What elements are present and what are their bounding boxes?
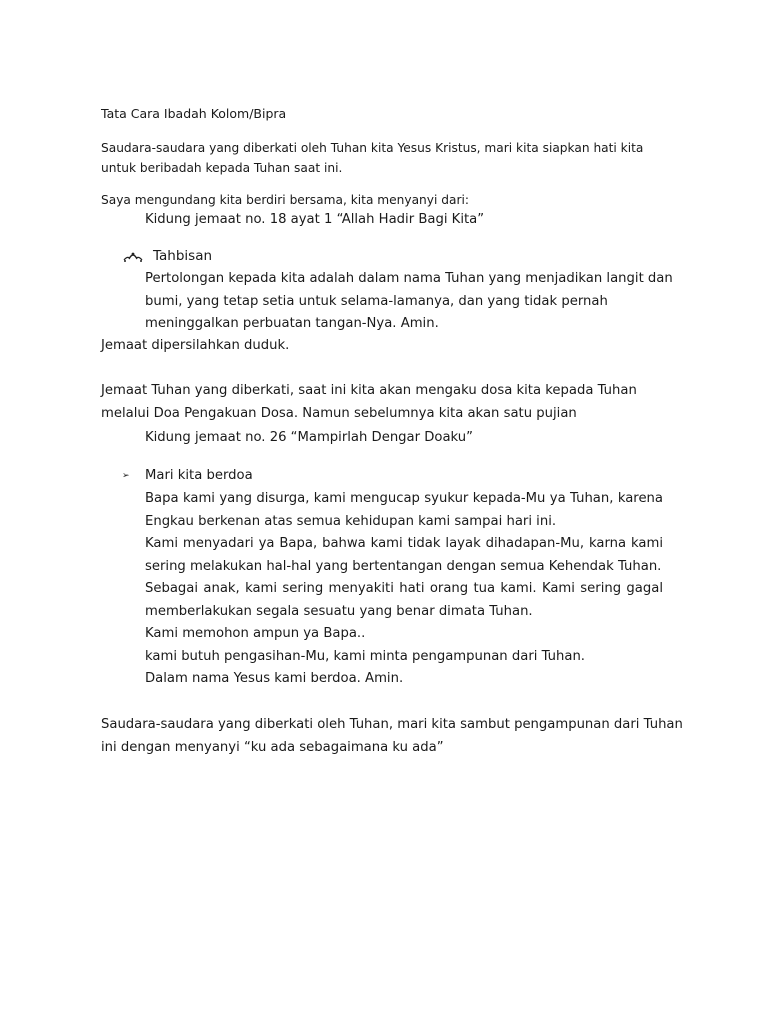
- prayer-heading-row: [122, 465, 253, 487]
- confession-intro: [101, 380, 637, 425]
- confession-line: Jemaat Tuhan yang diberkati, saat ini kita akan mengaku dosa kita kepada Tuhan: [101, 383, 637, 398]
- prayer-line: Kami memohon ampun ya Bapa..: [145, 626, 366, 641]
- intro-paragraph: [101, 138, 644, 178]
- closing-line: ini dengan menyanyi “ku ada sebagaimana ku ada”: [101, 739, 444, 755]
- prayer-heading: Mari kita berdoa: [145, 468, 253, 483]
- intro-line: untuk beribadah kepada Tuhan saat ini.: [101, 161, 343, 175]
- prayer-line: Bapa kami yang disurga, kami mengucap syukur kepada-Mu ya Tuhan, karena: [145, 491, 663, 506]
- tahbisan-line: meninggalkan perbuatan tangan-Nya. Amin.: [145, 316, 439, 331]
- prayer-line: Dalam nama Yesus kami berdoa. Amin.: [145, 671, 404, 686]
- sit-instruction: [101, 335, 289, 358]
- document-title: Tata Cara Ibadah Kolom/Bipra: [101, 106, 287, 121]
- song-reference-2: Kidung jemaat no. 26 “Mampirlah Dengar Doaku”: [145, 430, 473, 445]
- tahbisan-line: Pertolongan kepada kita adalah dalam nama Tuhan yang menjadikan langit dan: [145, 271, 673, 286]
- prayer-line: memberlakukan segala sesuatu yang benar dimata Tuhan.: [145, 603, 533, 619]
- confession-line: melalui Doa Pengakuan Dosa. Namun sebelumnya kita akan satu pujian: [101, 405, 577, 421]
- intro-line: Saudara-saudara yang diberkati oleh Tuhan kita Yesus Kristus, mari kita siapkan hati kita: [101, 141, 644, 155]
- arrowhead-bullet-icon: ➢: [122, 471, 130, 481]
- sit-line: Jemaat dipersilahkan duduk.: [101, 338, 290, 353]
- ornament-icon: [122, 248, 144, 264]
- closing-paragraph: [101, 714, 683, 759]
- tahbisan-line: bumi, yang tetap setia untuk selama-lamanya, dan yang tidak pernah: [145, 293, 608, 309]
- closing-line: Saudara-saudara yang diberkati oleh Tuhan, mari kita sambut pengampunan dari Tuhan: [101, 717, 683, 732]
- prayer-line: sering melakukan hal-hal yang bertentangan dengan semua Kehendak Tuhan.: [145, 558, 662, 574]
- prayer-line: Engkau berkenan atas semua kehidupan kami sampai hari ini.: [145, 513, 557, 529]
- tahbisan-text: [145, 268, 673, 336]
- tahbisan-heading: Tahbisan: [153, 248, 213, 264]
- invite-text: Saya mengundang kita berdiri bersama, kita menyanyi dari:: [101, 193, 469, 207]
- prayer-line: kami butuh pengasihan-Mu, kami minta pengampunan dari Tuhan.: [145, 648, 585, 664]
- prayer-line: Kami menyadari ya Bapa, bahwa kami tidak layak dihadapan-Mu, karna kami: [145, 536, 663, 551]
- tahbisan-heading-row: [122, 246, 212, 266]
- song-reference-1: Kidung jemaat no. 18 ayat 1 “Allah Hadir Bagi Kita”: [145, 212, 485, 227]
- prayer-text: [145, 488, 663, 691]
- prayer-line: Sebagai anak, kami sering menyakiti hati orang tua kami. Kami sering gagal: [145, 581, 663, 596]
